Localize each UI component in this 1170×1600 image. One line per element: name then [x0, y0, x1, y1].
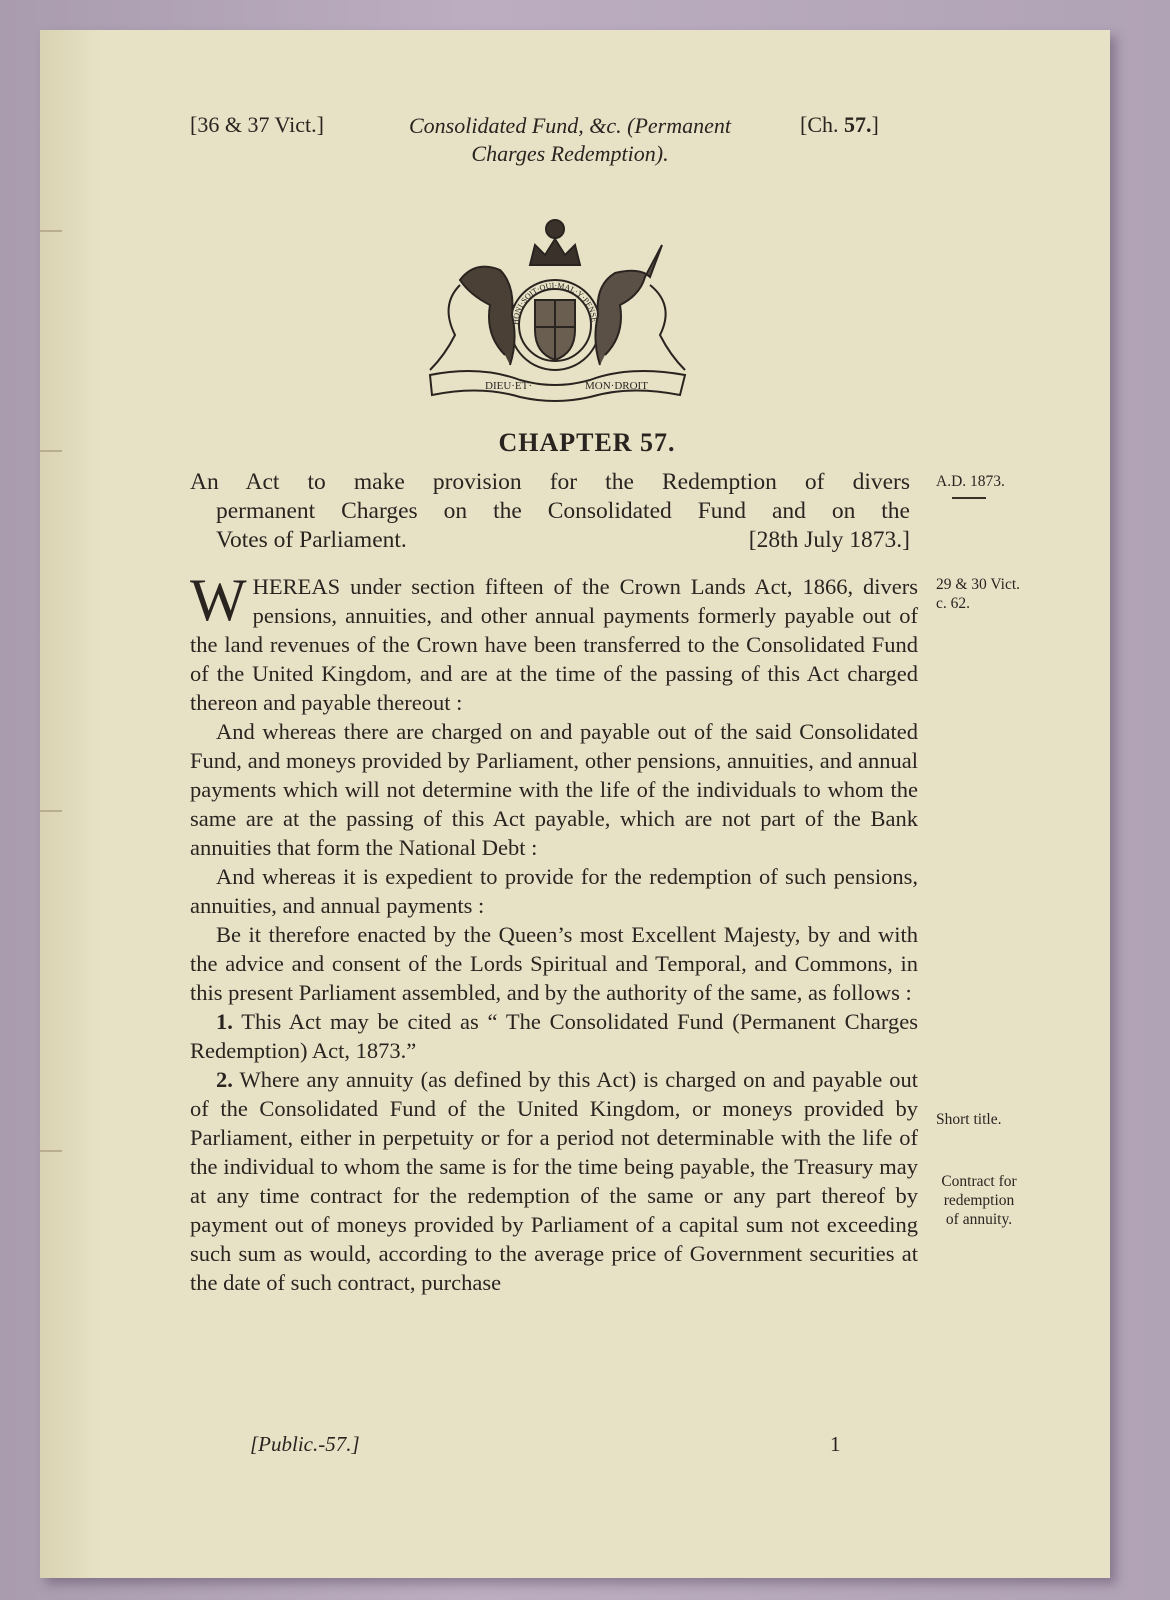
- preamble-whereas: [190, 567, 918, 717]
- margin-note-statute-ref: [936, 575, 1020, 613]
- section-2-text: Where any annuity (as defined by this Act) is charged on and payable out of the Consolidated Fund of the United Kingdom, or moneys provided by Parliament, either in perpetuity or for a period not determinable with the life of the individual to whom the same is for the time being payable, the Treasury may at any time contract for the redemption of the same or any part thereof by payment out of moneys provided by Parliament of a capital sum not exceeding such sum as would, according to the average price of Government securities at the date of such contract, purchase: [190, 1067, 918, 1295]
- statute-ref-line1: 29 & 30 Vict.: [936, 576, 1021, 593]
- header-chapter-number: 57.: [844, 112, 872, 137]
- motto-left: DIEU·ET·: [485, 380, 533, 392]
- motto-right: MON·DROIT: [585, 380, 648, 392]
- preamble-para2: And whereas there are charged on and payable out of the said Consolidated Fund, and moneys provided by Parliament, other pensions, annuities, and annual payments which will not determine with the life of the individuals to whom the same are at the passing of this Act payable, which are not part of the Bank annuities that form the National Debt :: [190, 719, 918, 860]
- header-title-line1: Consolidated Fund, &c. (Permanent: [408, 113, 731, 138]
- header-regnal-year: [36 & 37 Vict.]: [190, 112, 324, 137]
- drop-cap: W: [190, 567, 247, 633]
- act-title-line2: permanent Charges on the Consolidated Fund and on the: [216, 498, 910, 524]
- enacting-formula: Be it therefore enacted by the Queen’s most Excellent Majesty, by and with the advice and consent of the Lords Spiritual and Temporal, and Commons, in this present Parliament assembled, and by the authority of the same, as follows :: [190, 922, 918, 1005]
- royal-coat-of-arms: [400, 205, 710, 405]
- act-title-line3: [190, 526, 910, 555]
- whereas-word: HEREAS: [252, 574, 341, 599]
- page-number: 1: [830, 1432, 841, 1456]
- contract-note-line2: redemption: [943, 1192, 1015, 1209]
- page-edge-notch: [40, 230, 62, 232]
- page-edge-notch: [40, 810, 62, 812]
- margin-note-short-title: Short title.: [936, 1111, 1002, 1128]
- margin-note-contract: [924, 1172, 1034, 1229]
- footer-public-ref: [Public.-57.]: [250, 1432, 360, 1456]
- margin-rule: [952, 497, 986, 499]
- statute-ref-line2: c. 62.: [936, 595, 971, 612]
- chapter-heading: CHAPTER 57.: [498, 428, 676, 457]
- preamble-para1: under section fifteen of the Crown Lands Act, 1866, divers pensions, annuities, and other annual payments formerly payable out of the land revenues of the Crown have been transferred to the Consolidated Fund of the United Kingdom, and are at the time of the passing of this Act charged thereon and payable thereout :: [190, 574, 918, 715]
- header-chapter-suffix: ]: [871, 112, 879, 137]
- header-title-line2: Charges Redemption).: [471, 141, 669, 166]
- header-chapter: [800, 112, 879, 138]
- section-2: [190, 1065, 918, 1297]
- garter-motto: HONI·SOIT·QUI·MAL·Y·PENSE: [510, 280, 599, 326]
- margin-note-ad-date: A.D. 1873.: [936, 473, 1005, 490]
- royal-assent-date: [28th July 1873.]: [748, 527, 910, 553]
- contract-note-line3: of annuity.: [945, 1211, 1013, 1228]
- section-1-text: This Act may be cited as “ The Consolidated Fund (Permanent Charges Redemption) Act, 1873.”: [190, 1009, 919, 1063]
- section-1-number: 1.: [216, 1009, 233, 1034]
- header-chapter-prefix: [Ch.: [800, 112, 839, 137]
- page-edge-notch: [40, 1150, 62, 1152]
- running-header: [40, 112, 1110, 172]
- act-title-line1: An Act to make provision for the Redemption of divers: [190, 469, 910, 495]
- preamble-para3: And whereas it is expedient to provide for the redemption of such pensions, annuities, and annual payments :: [190, 864, 918, 918]
- section-1: [190, 1007, 918, 1065]
- contract-note-line1: Contract for: [941, 1173, 1017, 1190]
- act-body-text: [190, 567, 919, 1297]
- document-page: [40, 30, 1110, 1578]
- section-2-number: 2.: [216, 1067, 233, 1092]
- act-long-title: [190, 468, 910, 555]
- header-title: [370, 112, 770, 168]
- act-title-line3-text: Votes of Parliament.: [216, 527, 407, 553]
